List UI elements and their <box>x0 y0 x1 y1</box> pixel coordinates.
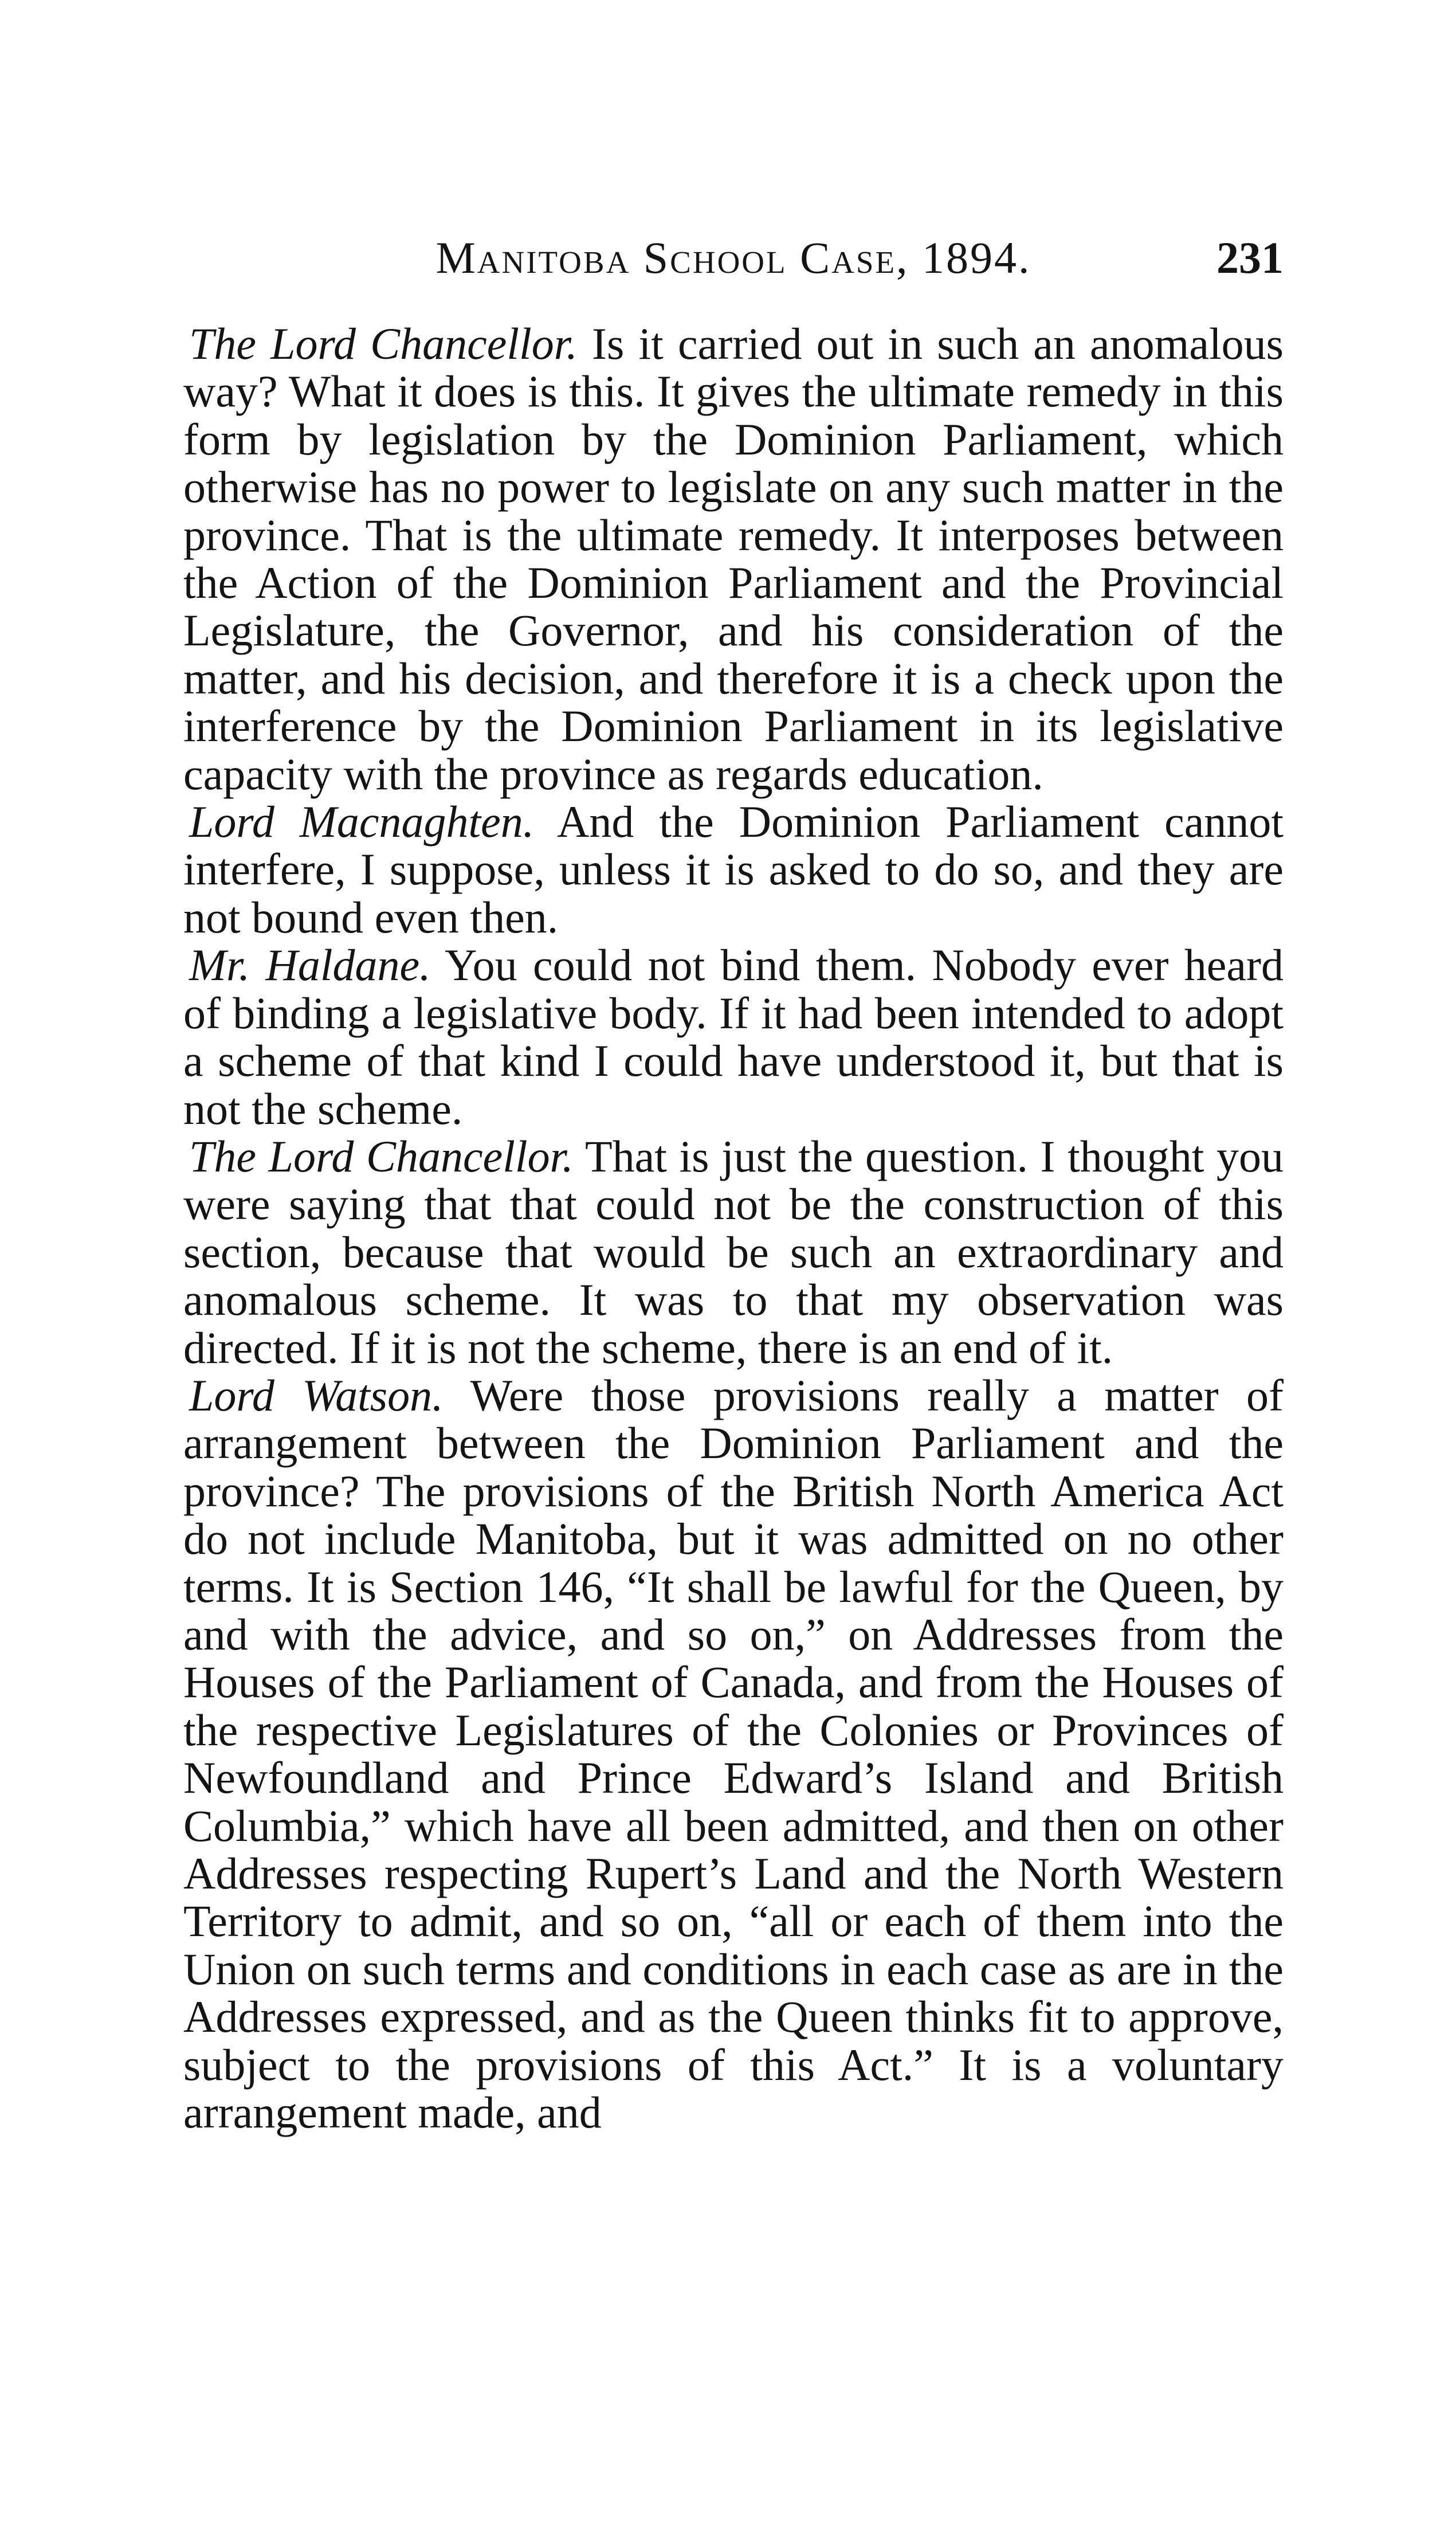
speaker-name: Lord Watson. <box>189 1370 444 1420</box>
paragraph <box>183 798 1284 941</box>
speaker-name: Mr. Haldane. <box>189 940 431 990</box>
paragraph-text: And the Dominion Parliament cannot interfere, I suppose, unless it is asked to do so, and they are not bound even then. <box>183 797 1284 942</box>
paragraph-text: That is just the question. I thought you were saying that that could not be the construction of this section, because that would be such an extraordinary and anomalous scheme. It was to that my observation was directed. If it is not the scheme, there is an end of it. <box>183 1131 1284 1373</box>
speaker-name: The Lord Chancellor. <box>189 1131 574 1181</box>
paragraph-text: Were those provisions really a matter of arrangement between the Dominion Parliament and the province? The provisions of the British North America Act do not include Manitoba, but it was admitted on no other terms. It is Section 146, “It shall be lawful for the Queen, by and with the advice, and so on,” on Addresses from the Houses of the Parliament of Canada, and from the Houses of the respective Legislatures of the Colonies or Provinces of Newfoundland and Prince Edward’s Island and British Columbia,” which have all been admitted, and then on other Addresses respecting Rupert’s Land and the North Western Territory to admit, and so on, “all or each of them into the Union on such terms and conditions in each case as are in the Addresses expressed, and as the Queen thinks fit to approve, subject to the provisions of this Act.” It is a voluntary arrangement made, and <box>183 1370 1284 2138</box>
page-number: 231 <box>1216 233 1284 283</box>
speaker-name: The Lord Chancellor. <box>189 319 578 369</box>
body-text <box>183 320 1284 2136</box>
running-title: Manitoba School Case, 1894. <box>435 233 1031 283</box>
paragraph-text: Is it carried out in such an anomalous way? What it does is this. It gives the ultimate remedy in this form by legislation by the Dominion Parliament, which otherwise has no power to legislate on any such matter in the province. That is the ultimate remedy. It interposes between the Action of the Dominion Parliament and the Provincial Legislature, the Governor, and his consideration of the matter, and his decision, and therefore it is a check upon the interference by the Dominion Parliament in its legislative capacity with the province as regards education. <box>183 319 1284 799</box>
paragraph <box>183 1133 1284 1372</box>
paragraph-text: You could not bind them. Nobody ever heard of binding a legislative body. If it had been intended to adopt a scheme of that kind I could have understood it, but that is not the scheme. <box>183 940 1284 1134</box>
speaker-name: Lord Macnaghten. <box>189 797 535 847</box>
running-head <box>183 226 1284 289</box>
paragraph <box>183 1372 1284 2137</box>
paragraph <box>183 320 1284 798</box>
paragraph <box>183 941 1284 1133</box>
